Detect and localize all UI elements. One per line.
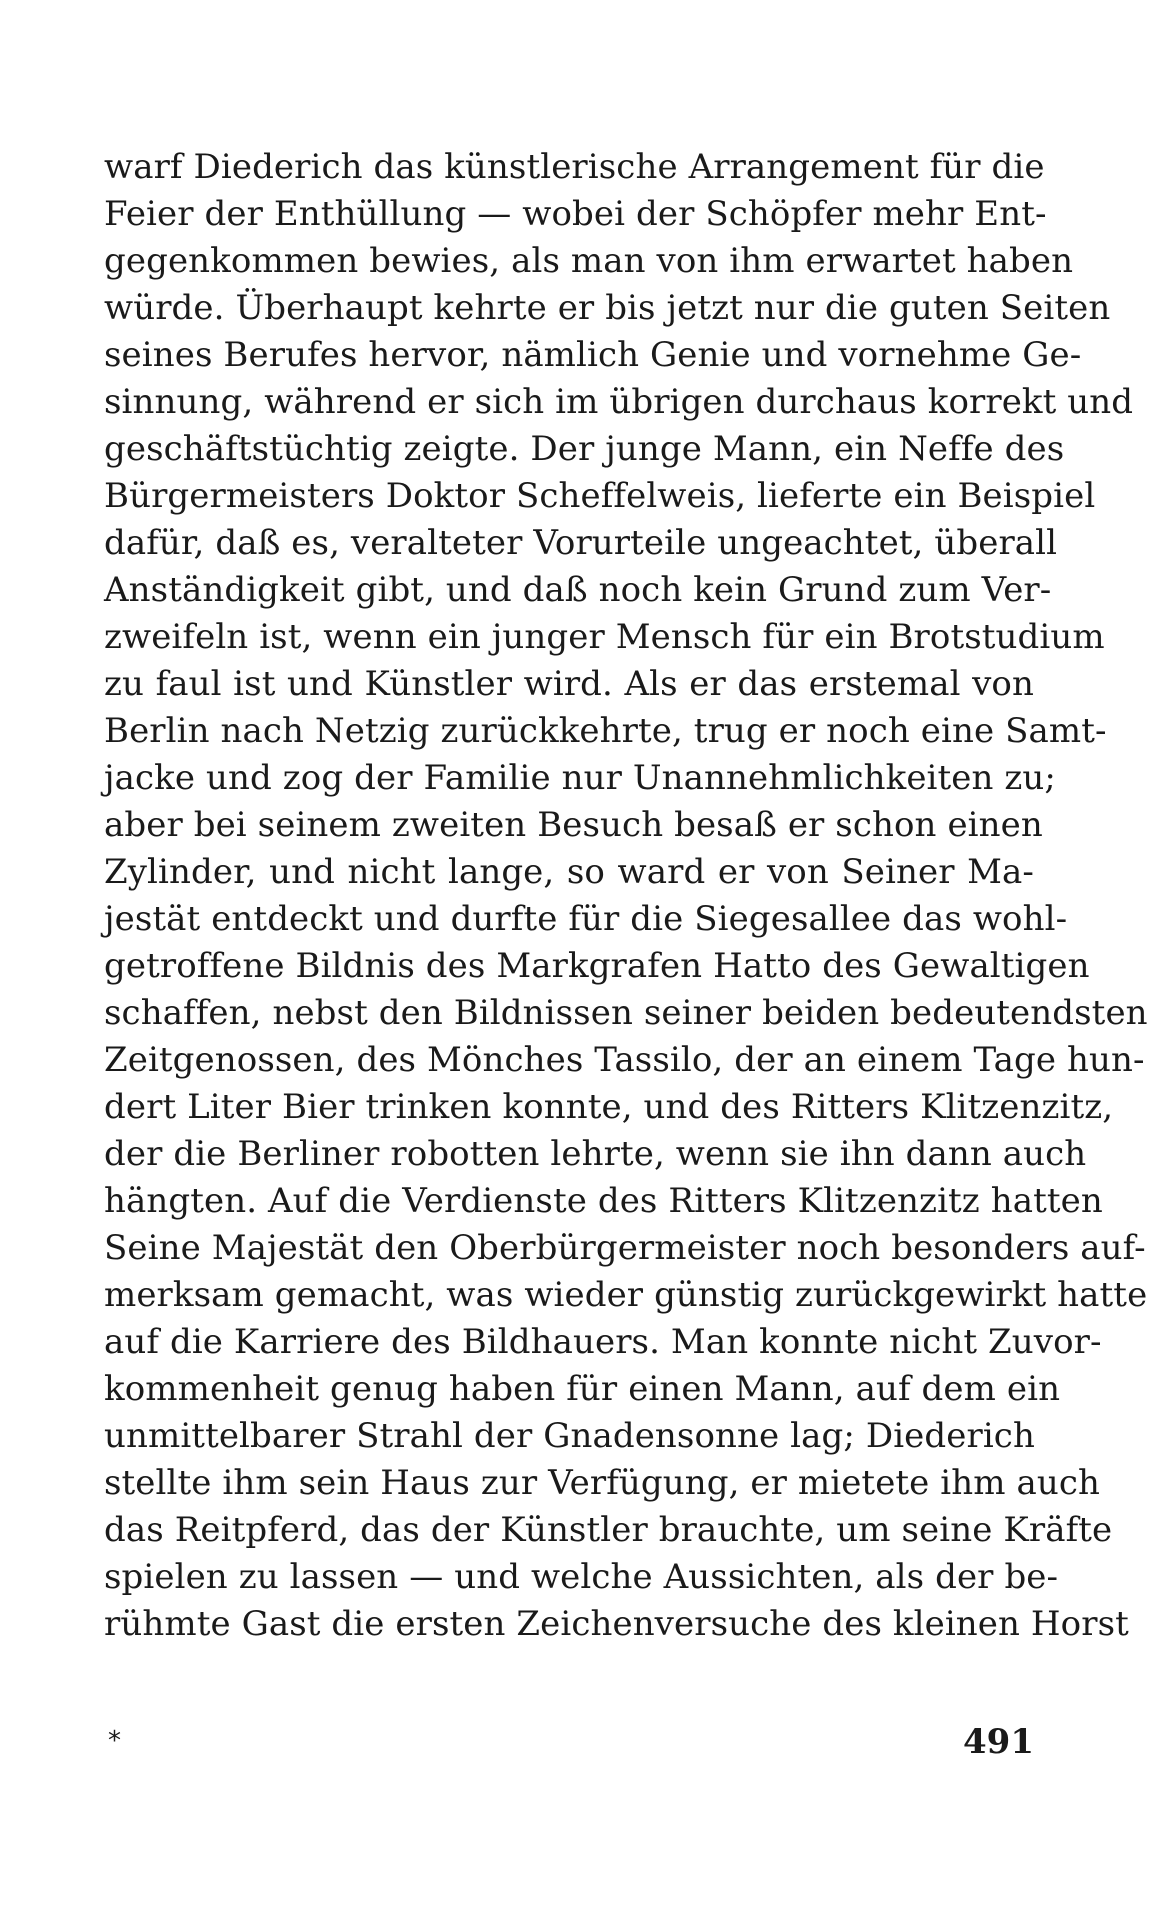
- text-line-18: getroffene Bildnis des Markgrafen Hatto des Gewaltigen: [104, 946, 1090, 986]
- text-line-32: rühmte Gast die ersten Zeichenversuche des kleinen Horst: [104, 1604, 1129, 1644]
- text-line-25: merksam gemacht, was wieder günstig zurückgewirkt hatte: [104, 1275, 1148, 1315]
- footnote-mark: *: [108, 1726, 121, 1756]
- text-line-22: der die Berliner robotten lehrte, wenn sie ihn dann auch: [104, 1134, 1087, 1174]
- text-line-12: zu faul ist und Künstler wird. Als er das erstemal von: [104, 664, 1034, 704]
- text-line-6: sinnung, während er sich im übrigen durchaus korrekt und: [104, 382, 1134, 422]
- text-line-29: stellte ihm sein Haus zur Verfügung, er mietete ihm auch: [104, 1463, 1101, 1503]
- text-line-19: schaffen, nebst den Bildnissen seiner beiden bedeutendsten: [104, 993, 1148, 1033]
- text-line-2: Feier der Enthüllung — wobei der Schöpfer mehr Ent-: [104, 194, 1047, 234]
- text-line-7: geschäftstüchtig zeigte. Der junge Mann, ein Neffe des: [104, 429, 1065, 469]
- text-line-16: Zylinder, und nicht lange, so ward er von Seiner Ma-: [104, 852, 1034, 892]
- text-line-24: Seine Majestät den Oberbürgermeister noch besonders auf-: [104, 1228, 1146, 1268]
- text-line-13: Berlin nach Netzig zurückkehrte, trug er noch eine Samt-: [104, 711, 1107, 751]
- text-line-17: jestät entdeckt und durfte für die Siegesallee das wohl-: [104, 899, 1068, 939]
- text-line-20: Zeitgenossen, des Mönches Tassilo, der an einem Tage hun-: [104, 1040, 1145, 1080]
- text-line-21: dert Liter Bier trinken konnte, und des Ritters Klitzenzitz,: [104, 1087, 1114, 1127]
- text-line-15: aber bei seinem zweiten Besuch besaß er schon einen: [104, 805, 1043, 845]
- text-line-1: warf Diederich das künstlerische Arrangement für die: [104, 147, 1045, 187]
- text-line-27: kommenheit genug haben für einen Mann, auf dem ein: [104, 1369, 1061, 1409]
- text-line-4: würde. Überhaupt kehrte er bis jetzt nur die guten Seiten: [104, 288, 1111, 328]
- body-text: [104, 144, 1148, 1648]
- text-line-3: gegenkommen bewies, als man von ihm erwartet haben: [104, 241, 1074, 281]
- text-line-11: zweifeln ist, wenn ein junger Mensch für ein Brotstudium: [104, 617, 1105, 657]
- text-line-8: Bürgermeisters Doktor Scheffelweis, lieferte ein Beispiel: [104, 476, 1096, 516]
- text-line-14: jacke und zog der Familie nur Unannehmlichkeiten zu;: [104, 758, 1056, 798]
- text-line-28: unmittelbarer Strahl der Gnadensonne lag; Diederich: [104, 1416, 1035, 1456]
- text-line-30: das Reitpferd, das der Künstler brauchte, um seine Kräfte: [104, 1510, 1113, 1550]
- text-line-23: hängten. Auf die Verdienste des Ritters Klitzenzitz hatten: [104, 1181, 1103, 1221]
- text-line-31: spielen zu lassen — und welche Aussichten, als der be-: [104, 1557, 1059, 1597]
- page-number: 491: [963, 1722, 1034, 1762]
- text-line-9: dafür, daß es, veralteter Vorurteile ungeachtet, überall: [104, 523, 1058, 563]
- text-line-10: Anständigkeit gibt, und daß noch kein Grund zum Ver-: [104, 570, 1052, 610]
- text-line-5: seines Berufes hervor, nämlich Genie und vornehme Ge-: [104, 335, 1082, 375]
- text-line-26: auf die Karriere des Bildhauers. Man konnte nicht Zuvor-: [104, 1322, 1102, 1362]
